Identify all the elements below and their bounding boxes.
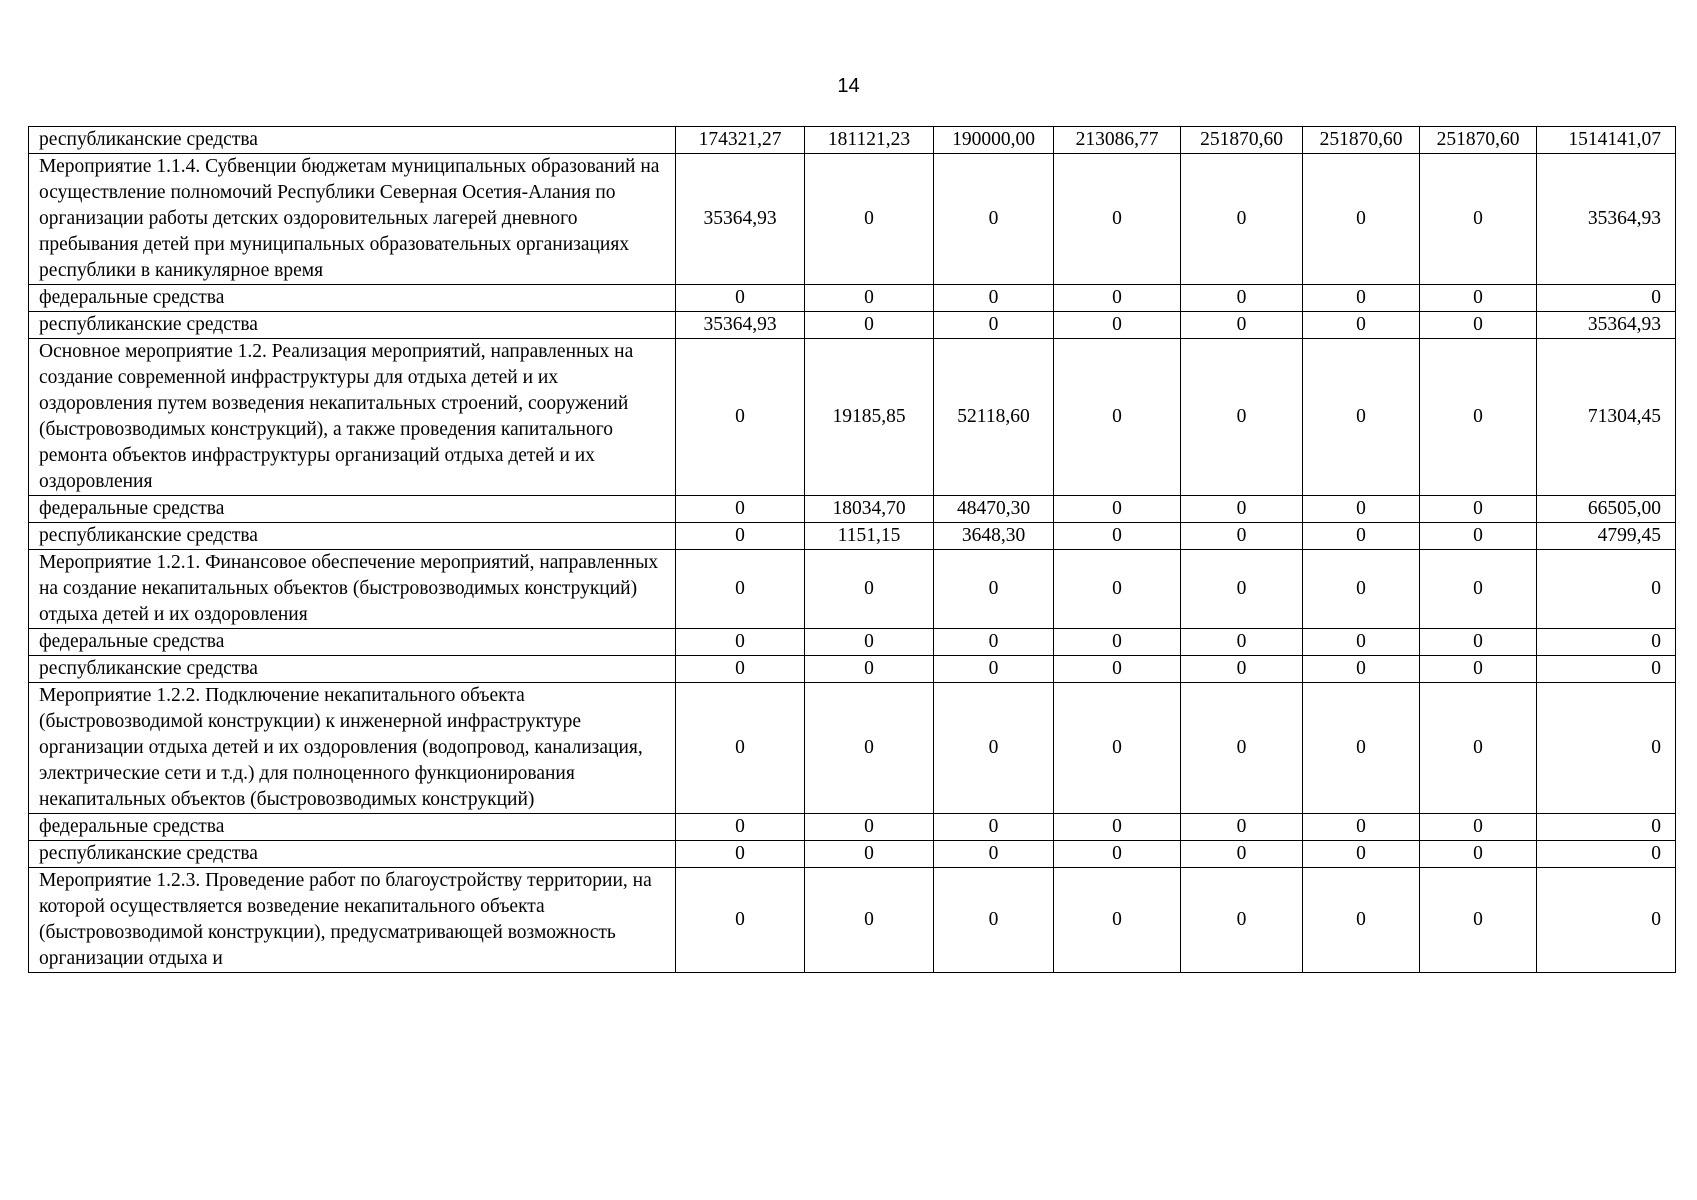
year-value-cell: 0 <box>676 841 805 868</box>
total-value-cell: 0 <box>1537 841 1676 868</box>
year-value-cell: 181121,23 <box>805 127 934 154</box>
year-value-cell: 0 <box>1054 550 1181 629</box>
table-row <box>29 496 1676 523</box>
year-value-cell: 251870,60 <box>1420 127 1537 154</box>
total-value-cell: 1514141,07 <box>1537 127 1676 154</box>
year-value-cell: 0 <box>1181 312 1303 339</box>
year-value-cell: 0 <box>934 841 1054 868</box>
table-body <box>29 127 1676 973</box>
row-name-cell: федеральные средства <box>29 496 676 523</box>
total-value-cell: 0 <box>1537 868 1676 973</box>
year-value-cell: 0 <box>1054 496 1181 523</box>
row-name-cell: республиканские средства <box>29 841 676 868</box>
year-value-cell: 0 <box>1420 339 1537 496</box>
year-value-cell: 0 <box>676 523 805 550</box>
year-value-cell: 0 <box>676 814 805 841</box>
year-value-cell: 0 <box>1181 868 1303 973</box>
row-name-cell: Мероприятие 1.2.3. Проведение работ по благоустройству территории, на которой осуществляется возведение некапитального объекта (быстровозводимой конструкции), предусматривающей возможность организации отдыха и <box>29 868 676 973</box>
total-value-cell: 0 <box>1537 550 1676 629</box>
year-value-cell: 0 <box>676 550 805 629</box>
year-value-cell: 0 <box>1303 841 1420 868</box>
year-value-cell: 0 <box>1054 154 1181 285</box>
year-value-cell: 0 <box>1420 841 1537 868</box>
year-value-cell: 251870,60 <box>1303 127 1420 154</box>
year-value-cell: 52118,60 <box>934 339 1054 496</box>
year-value-cell: 0 <box>1420 683 1537 814</box>
year-value-cell: 0 <box>1181 550 1303 629</box>
year-value-cell: 0 <box>1303 523 1420 550</box>
row-name-cell: Мероприятие 1.2.1. Финансовое обеспечение мероприятий, направленных на создание некапитальных объектов (быстровозводимых конструкций) отдыха детей и их оздоровления <box>29 550 676 629</box>
row-name-cell: Мероприятие 1.1.4. Субвенции бюджетам муниципальных образований на осуществление полномочий Республики Северная Осетия-Алания по организации работы детских оздоровительных лагерей дневного пребывания детей при муниципальных образовательных организациях республики в каникулярное время <box>29 154 676 285</box>
table-row <box>29 312 1676 339</box>
year-value-cell: 0 <box>1303 656 1420 683</box>
total-value-cell: 0 <box>1537 285 1676 312</box>
year-value-cell: 0 <box>1303 683 1420 814</box>
year-value-cell: 0 <box>1054 683 1181 814</box>
year-value-cell: 0 <box>1181 629 1303 656</box>
year-value-cell: 190000,00 <box>934 127 1054 154</box>
year-value-cell: 0 <box>676 285 805 312</box>
year-value-cell: 251870,60 <box>1181 127 1303 154</box>
table-row <box>29 868 1676 973</box>
year-value-cell: 0 <box>1420 312 1537 339</box>
year-value-cell: 3648,30 <box>934 523 1054 550</box>
year-value-cell: 0 <box>1054 629 1181 656</box>
year-value-cell: 0 <box>934 868 1054 973</box>
row-name-cell: федеральные средства <box>29 814 676 841</box>
year-value-cell: 0 <box>1054 841 1181 868</box>
page-number: 14 <box>837 75 860 97</box>
row-name-cell: Основное мероприятие 1.2. Реализация мероприятий, направленных на создание современной инфраструктуры для отдыха детей и их оздоровления путем возведения некапитальных строений, сооружений (быстровозводимых конструкций), а также проведения капитального ремонта объектов инфраструктуры организаций отдыха детей и их оздоровления <box>29 339 676 496</box>
table-row <box>29 339 1676 496</box>
total-value-cell: 35364,93 <box>1537 312 1676 339</box>
total-value-cell: 0 <box>1537 683 1676 814</box>
total-value-cell: 0 <box>1537 629 1676 656</box>
year-value-cell: 0 <box>1181 656 1303 683</box>
year-value-cell: 0 <box>805 683 934 814</box>
table-row <box>29 154 1676 285</box>
year-value-cell: 0 <box>676 496 805 523</box>
year-value-cell: 0 <box>934 683 1054 814</box>
year-value-cell: 0 <box>676 339 805 496</box>
year-value-cell: 19185,85 <box>805 339 934 496</box>
year-value-cell: 48470,30 <box>934 496 1054 523</box>
year-value-cell: 0 <box>1303 285 1420 312</box>
year-value-cell: 0 <box>1181 496 1303 523</box>
year-value-cell: 1151,15 <box>805 523 934 550</box>
total-value-cell: 71304,45 <box>1537 339 1676 496</box>
year-value-cell: 0 <box>1054 868 1181 973</box>
table-row <box>29 814 1676 841</box>
table-row <box>29 285 1676 312</box>
total-value-cell: 35364,93 <box>1537 154 1676 285</box>
year-value-cell: 0 <box>805 814 934 841</box>
year-value-cell: 0 <box>934 656 1054 683</box>
year-value-cell: 0 <box>934 629 1054 656</box>
year-value-cell: 0 <box>1420 285 1537 312</box>
year-value-cell: 0 <box>1420 523 1537 550</box>
row-name-cell: Мероприятие 1.2.2. Подключение некапитального объекта (быстровозводимой конструкции) к инженерной инфраструктуре организации отдыха детей и их оздоровления (водопровод, канализация, электрические сети и т.д.) для полноценного функционирования некапитальных объектов (быстровозводимых конструкций) <box>29 683 676 814</box>
year-value-cell: 0 <box>1181 683 1303 814</box>
row-name-cell: федеральные средства <box>29 629 676 656</box>
year-value-cell: 0 <box>1420 154 1537 285</box>
year-value-cell: 0 <box>1181 841 1303 868</box>
budget-table <box>28 126 1676 973</box>
year-value-cell: 0 <box>1181 814 1303 841</box>
year-value-cell: 0 <box>1420 629 1537 656</box>
table-row <box>29 550 1676 629</box>
year-value-cell: 18034,70 <box>805 496 934 523</box>
table-row <box>29 841 1676 868</box>
year-value-cell: 0 <box>805 550 934 629</box>
table-row <box>29 683 1676 814</box>
year-value-cell: 0 <box>676 683 805 814</box>
year-value-cell: 0 <box>1054 285 1181 312</box>
year-value-cell: 0 <box>934 154 1054 285</box>
table-row <box>29 127 1676 154</box>
year-value-cell: 0 <box>1303 814 1420 841</box>
total-value-cell: 0 <box>1537 814 1676 841</box>
year-value-cell: 0 <box>1054 656 1181 683</box>
table-row <box>29 656 1676 683</box>
year-value-cell: 0 <box>805 312 934 339</box>
year-value-cell: 0 <box>805 868 934 973</box>
year-value-cell: 0 <box>1420 496 1537 523</box>
year-value-cell: 0 <box>805 841 934 868</box>
year-value-cell: 0 <box>1420 814 1537 841</box>
year-value-cell: 0 <box>1181 339 1303 496</box>
year-value-cell: 0 <box>1054 312 1181 339</box>
year-value-cell: 213086,77 <box>1054 127 1181 154</box>
year-value-cell: 0 <box>1420 656 1537 683</box>
row-name-cell: республиканские средства <box>29 523 676 550</box>
year-value-cell: 0 <box>1303 339 1420 496</box>
year-value-cell: 35364,93 <box>676 312 805 339</box>
year-value-cell: 0 <box>1303 550 1420 629</box>
row-name-cell: республиканские средства <box>29 312 676 339</box>
year-value-cell: 0 <box>805 285 934 312</box>
year-value-cell: 0 <box>1303 629 1420 656</box>
year-value-cell: 0 <box>934 550 1054 629</box>
year-value-cell: 0 <box>805 629 934 656</box>
year-value-cell: 0 <box>934 312 1054 339</box>
year-value-cell: 0 <box>676 868 805 973</box>
year-value-cell: 0 <box>676 656 805 683</box>
year-value-cell: 0 <box>1303 868 1420 973</box>
year-value-cell: 0 <box>1303 154 1420 285</box>
total-value-cell: 4799,45 <box>1537 523 1676 550</box>
row-name-cell: федеральные средства <box>29 285 676 312</box>
year-value-cell: 0 <box>805 656 934 683</box>
year-value-cell: 0 <box>934 285 1054 312</box>
table-row <box>29 523 1676 550</box>
year-value-cell: 0 <box>1303 496 1420 523</box>
year-value-cell: 0 <box>1181 285 1303 312</box>
year-value-cell: 0 <box>1420 868 1537 973</box>
year-value-cell: 0 <box>1054 339 1181 496</box>
table-row <box>29 629 1676 656</box>
year-value-cell: 0 <box>1054 523 1181 550</box>
year-value-cell: 0 <box>676 629 805 656</box>
year-value-cell: 0 <box>1420 550 1537 629</box>
total-value-cell: 0 <box>1537 656 1676 683</box>
year-value-cell: 0 <box>1181 523 1303 550</box>
row-name-cell: республиканские средства <box>29 656 676 683</box>
year-value-cell: 0 <box>1181 154 1303 285</box>
year-value-cell: 35364,93 <box>676 154 805 285</box>
year-value-cell: 0 <box>934 814 1054 841</box>
row-name-cell: республиканские средства <box>29 127 676 154</box>
year-value-cell: 0 <box>1054 814 1181 841</box>
year-value-cell: 0 <box>805 154 934 285</box>
total-value-cell: 66505,00 <box>1537 496 1676 523</box>
year-value-cell: 0 <box>1303 312 1420 339</box>
year-value-cell: 174321,27 <box>676 127 805 154</box>
